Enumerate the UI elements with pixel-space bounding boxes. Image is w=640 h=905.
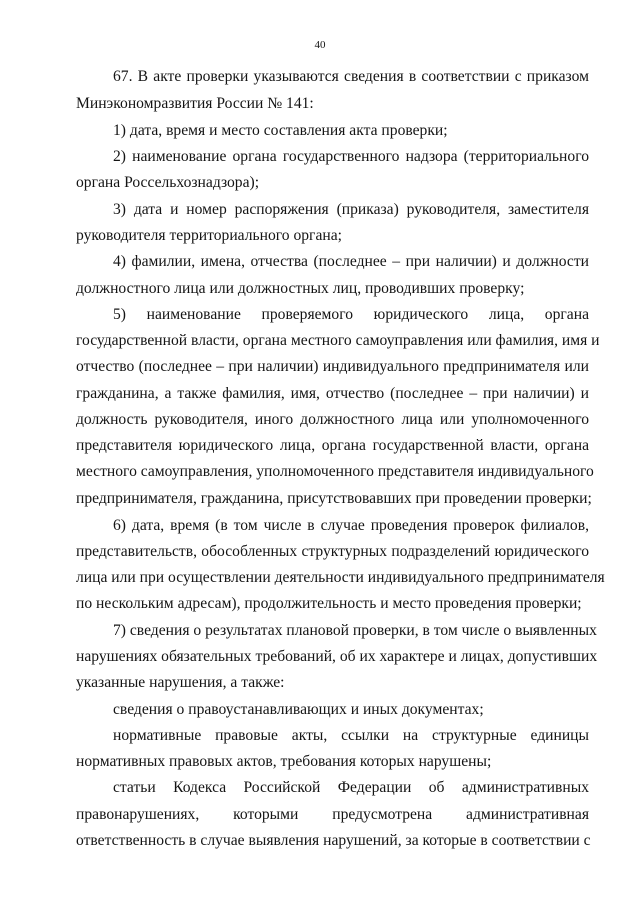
text-line: руководителя территориального органа; bbox=[76, 227, 342, 244]
text-line: 1) дата, время и место составления акта проверки; bbox=[113, 122, 448, 139]
text-line: отчество (последнее – при наличии) индивидуального предпринимателя или bbox=[76, 358, 589, 375]
text-line: представителя юридического лица, органа государственной власти, органа bbox=[76, 437, 589, 454]
text-line: предпринимателя, гражданина, присутствовавших при проведении проверки; bbox=[76, 490, 592, 507]
text-line: лица или при осуществлении деятельности индивидуального предпринимателя bbox=[76, 569, 605, 586]
text-line: нарушениях обязательных требований, об их характере и лицах, допустивших bbox=[76, 648, 598, 665]
text-line: 7) сведения о результатах плановой проверки, в том числе о выявленных bbox=[113, 622, 597, 639]
text-line: указанные нарушения, а также: bbox=[76, 674, 285, 691]
page-number: 40 bbox=[314, 39, 326, 51]
text-line: должностного лица или должностных лиц, проводивших проверку; bbox=[76, 280, 525, 297]
text-line: гражданина, а также фамилия, имя, отчество (последнее – при наличии) и bbox=[76, 385, 589, 402]
text-line: государственной власти, органа местного самоуправления или фамилия, имя и bbox=[76, 332, 600, 349]
text-line: 5) наименование проверяемого юридического лица, органа bbox=[113, 306, 589, 323]
text-line: по нескольким адресам), продолжительность и место проведения проверки; bbox=[76, 595, 582, 612]
text-line: 6) дата, время (в том числе в случае проведения проверок филиалов, bbox=[113, 517, 589, 534]
text-line: 3) дата и номер распоряжения (приказа) руководителя, заместителя bbox=[113, 201, 589, 218]
text-line: правонарушениях, которыми предусмотрена административная bbox=[76, 806, 589, 823]
text-line: 4) фамилии, имена, отчества (последнее – при наличии) и должности bbox=[113, 253, 589, 270]
text-line: ответственность в случае выявления нарушений, за которые в соответствии с bbox=[76, 832, 591, 849]
text-line: сведения о правоустанавливающих и иных документах; bbox=[113, 701, 484, 718]
text-line: нормативные правовые акты, ссылки на структурные единицы bbox=[113, 727, 589, 744]
text-line: 67. В акте проверки указываются сведения в соответствии с приказом bbox=[113, 68, 589, 85]
text-line: должность руководителя, иного должностного лица или уполномоченного bbox=[76, 411, 589, 428]
text-line: органа Россельхознадзора); bbox=[76, 174, 260, 191]
text-line: местного самоуправления, уполномоченного представителя индивидуального bbox=[76, 463, 594, 480]
text-line: статьи Кодекса Российской Федерации об административных bbox=[113, 779, 589, 796]
text-line: Минэкономразвития России № 141: bbox=[76, 95, 314, 112]
text-line: нормативных правовых актов, требования которых нарушены; bbox=[76, 753, 492, 770]
text-line: представительств, обособленных структурных подразделений юридического bbox=[76, 543, 589, 560]
text-line: 2) наименование органа государственного надзора (территориального bbox=[113, 148, 589, 165]
